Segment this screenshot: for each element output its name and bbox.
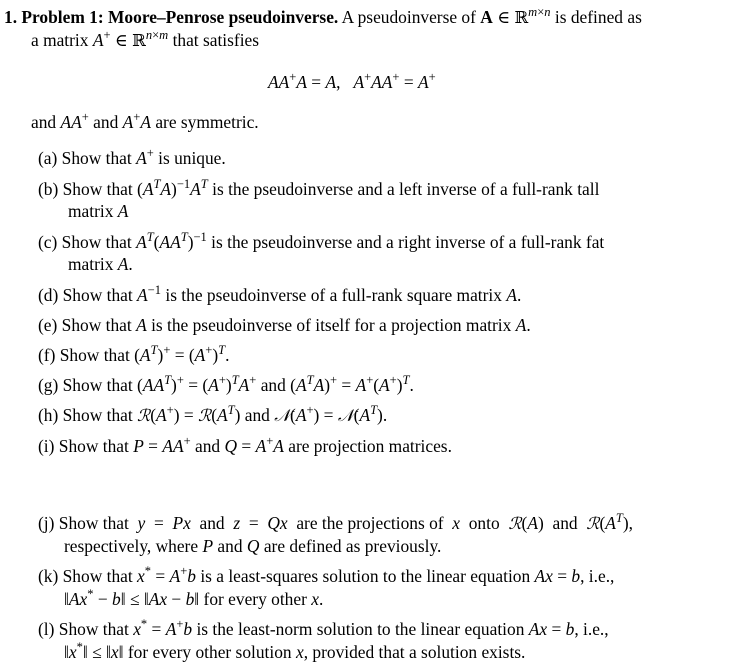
- symmetric-condition: and AA+ and A+A are symmetric.: [31, 110, 259, 132]
- item-l: (l) Show that x* = A+b is the least-norm solution to the linear equation Ax = b, i.e.,: [38, 617, 609, 639]
- intro-text-c: a matrix: [31, 30, 89, 50]
- item-label: (c): [38, 232, 58, 252]
- problem-header-line-2: a matrix A+ ∈ ℝ$^{n\times m}$ that satisfies: [31, 28, 260, 50]
- item-e: (e) Show that A is the pseudoinverse of itself for a projection matrix A.: [38, 315, 531, 335]
- item-h: (h) Show that ℛ(A+) = $ℛ(A^T)$ and 𝒩(A+) = $𝒩(A^T)$.: [38, 403, 388, 425]
- item-label: (b): [38, 179, 59, 199]
- item-c-cont: matrix A.: [68, 254, 133, 274]
- item-k: (k) Show that x* = A+b is a least-squares solution to the linear equation Ax = b, i.e.,: [38, 564, 615, 586]
- item-g: (g) Show that $(AA^T)^+ = (A^+)^TA^+$ and $(A^TA)^+ = A^+(A^+)^T$.: [38, 373, 414, 395]
- item-label: (i): [38, 436, 55, 456]
- intro-text-d: that satisfies: [172, 30, 260, 50]
- item-label: (j): [38, 513, 55, 533]
- item-label: (g): [38, 375, 59, 395]
- item-label: (a): [38, 148, 58, 168]
- intro-text-b: is defined as: [554, 7, 642, 27]
- problem-header-line: 1. Problem 1: Moore–Penrose pseudoinverse. A pseudoinverse of A ∈ ℝ$^{m\times n}$ is defined as: [4, 5, 642, 27]
- item-f: (f) Show that $(A^T)^+ = (A^+)^T$.: [38, 343, 230, 365]
- problem-title: Problem 1: Moore–Penrose pseudoinverse.: [21, 7, 339, 27]
- item-d: (d) Show that $A^{-1}$ is the pseudoinverse of a full-rank square matrix A.: [38, 283, 522, 305]
- display-equation: AA+A = A, A+AA+ = A+: [268, 70, 436, 92]
- item-j-cont: respectively, where P and Q are defined as previously.: [64, 536, 442, 556]
- problem-number: 1.: [4, 7, 18, 27]
- item-c: (c) Show that $A^T(AA^T)^{-1}$ is the pseudoinverse and a right inverse of a full-rank fat: [38, 230, 605, 252]
- item-j: (j) Show that y = Px and z = Qx are the projections of x onto ℛ(A) and $ℛ(A^T)$,: [38, 511, 634, 533]
- item-label: (f): [38, 345, 56, 365]
- intro-text-a: A pseudoinverse of: [341, 7, 476, 27]
- item-l-cont: ‖x*‖ ≤ ‖x‖ for every other solution x, provided that a solution exists.: [64, 640, 526, 662]
- item-k-cont: ‖Ax* − b‖ ≤ ‖Ax − b‖ for every other x.: [64, 587, 324, 609]
- item-b-cont: matrix A: [68, 201, 129, 221]
- item-i: (i) Show that P = AA+ and Q = A+A are projection matrices.: [38, 434, 452, 456]
- item-label: (h): [38, 405, 59, 425]
- item-a: (a) Show that A+ is unique.: [38, 146, 226, 168]
- item-label: (e): [38, 315, 58, 335]
- item-label: (d): [38, 285, 59, 305]
- item-b: (b) Show that $(A^TA)^{-1}A^T$ is the pseudoinverse and a left inverse of a full-rank tall: [38, 177, 600, 199]
- item-label: (k): [38, 566, 59, 586]
- item-label: (l): [38, 619, 55, 639]
